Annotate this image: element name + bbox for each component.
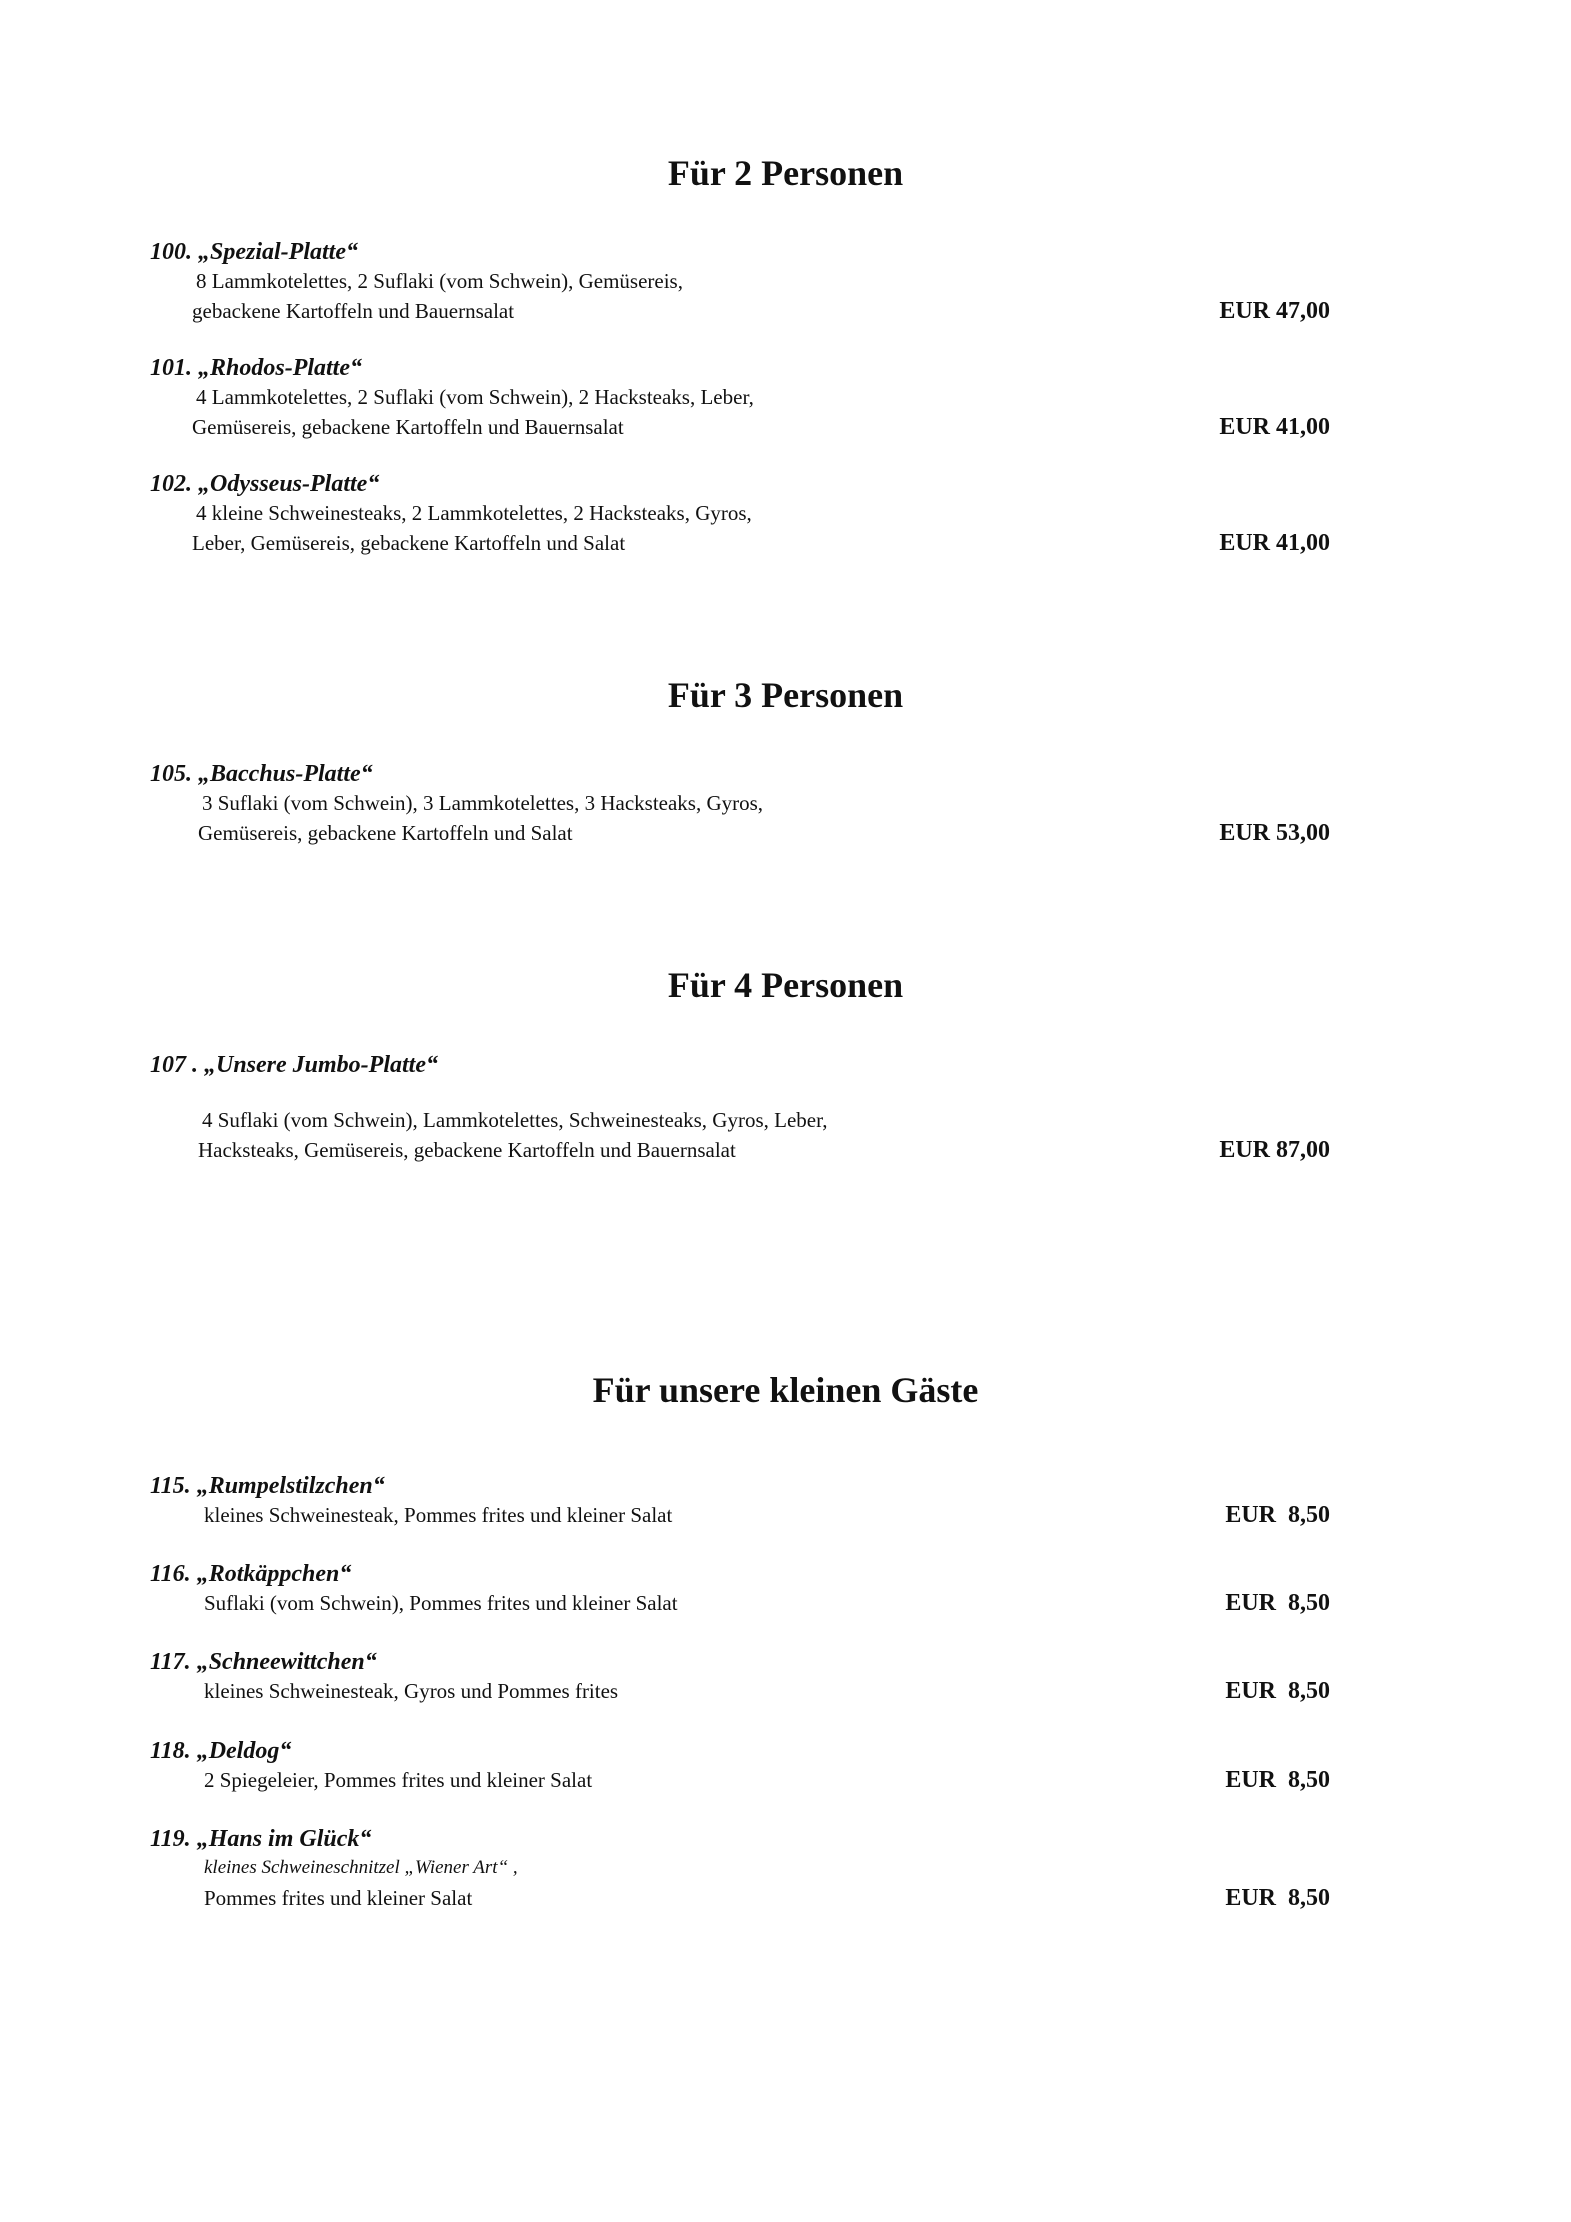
description-line: 3 Suflaki (vom Schwein), 3 Lammkotelettes, 3 Hacksteaks, Gyros, xyxy=(202,791,764,815)
item-price: EUR 41,00 xyxy=(1219,530,1330,556)
item-title xyxy=(150,1560,1320,1588)
menu-item-102 xyxy=(150,470,1330,558)
item-price: EUR 41,00 xyxy=(1219,414,1330,440)
item-number: 116. xyxy=(150,1561,191,1587)
item-number: 107 . xyxy=(150,1052,198,1078)
item-title xyxy=(150,1737,1320,1765)
item-name: „Rumpelstilzchen“ xyxy=(196,1473,385,1499)
item-price: EUR 8,50 xyxy=(1225,1502,1330,1528)
item-description xyxy=(150,266,1330,326)
description-line: Leber, Gemüsereis, gebackene Kartoffeln und Salat xyxy=(192,531,626,555)
item-number: 101. xyxy=(150,355,192,381)
menu-item-105 xyxy=(150,760,1330,848)
description-line: Gemüsereis, gebackene Kartoffeln und Salat xyxy=(198,821,573,845)
description-line: 4 Suflaki (vom Schwein), Lammkotelettes, Schweinesteaks, Gyros, Leber, xyxy=(202,1108,828,1132)
item-description xyxy=(150,1105,1330,1165)
section-title-2-personen: Für 2 Personen xyxy=(667,153,904,193)
item-title xyxy=(150,1648,1320,1676)
section-title-kleine-gaeste: Für unsere kleinen Gäste xyxy=(592,1370,979,1410)
description-line: 4 Lammkotelettes, 2 Suflaki (vom Schwein), 2 Hacksteaks, Leber, xyxy=(196,385,754,409)
item-number: 102. xyxy=(150,471,192,497)
menu-item-100 xyxy=(150,238,1330,326)
item-price: EUR 53,00 xyxy=(1219,820,1330,846)
description-line: Gemüsereis, gebackene Kartoffeln und Bauernsalat xyxy=(192,415,624,439)
item-description xyxy=(150,1588,1330,1618)
item-description xyxy=(150,1853,1330,1913)
menu-item-118 xyxy=(150,1737,1330,1795)
description-line: Suflaki (vom Schwein), Pommes frites und kleiner Salat xyxy=(204,1591,678,1615)
item-description xyxy=(150,788,1330,848)
item-price: EUR 8,50 xyxy=(1225,1678,1330,1704)
item-price: EUR 47,00 xyxy=(1219,298,1330,324)
description-line: kleines Schweinesteak, Gyros und Pommes frites xyxy=(204,1679,619,1703)
menu-item-101 xyxy=(150,354,1330,442)
description-line: gebackene Kartoffeln und Bauernsalat xyxy=(192,299,515,323)
item-number: 115. xyxy=(150,1473,191,1499)
item-number: 118. xyxy=(150,1738,191,1764)
description-line: 2 Spiegeleier, Pommes frites und kleiner Salat xyxy=(204,1768,593,1792)
item-number: 119. xyxy=(150,1826,191,1852)
item-title xyxy=(150,238,1320,266)
item-number: 105. xyxy=(150,761,192,787)
item-name: „Bacchus-Platte“ xyxy=(198,761,373,787)
item-title xyxy=(150,760,1320,788)
item-name: „Rhodos-Platte“ xyxy=(198,355,363,381)
item-title xyxy=(150,1051,1320,1079)
description-line: kleines Schweinesteak, Pommes frites und kleiner Salat xyxy=(204,1503,673,1527)
item-price: EUR 8,50 xyxy=(1225,1885,1330,1911)
item-name: „Schneewittchen“ xyxy=(196,1649,377,1675)
item-price: EUR 87,00 xyxy=(1219,1137,1330,1163)
menu-item-117 xyxy=(150,1648,1330,1706)
item-description xyxy=(150,1676,1330,1706)
item-name: „Rotkäppchen“ xyxy=(196,1561,352,1587)
item-description xyxy=(150,1500,1330,1530)
menu-item-115 xyxy=(150,1472,1330,1530)
item-name: „Deldog“ xyxy=(196,1738,292,1764)
item-description xyxy=(150,1765,1330,1795)
description-line: 4 kleine Schweinesteaks, 2 Lammkotelettes, 2 Hacksteaks, Gyros, xyxy=(196,501,752,525)
description-line: Hacksteaks, Gemüsereis, gebackene Kartoffeln und Bauernsalat xyxy=(198,1138,736,1162)
description-line: Pommes frites und kleiner Salat xyxy=(204,1886,473,1910)
item-number: 100. xyxy=(150,239,192,265)
item-description xyxy=(150,382,1330,442)
item-title xyxy=(150,354,1320,382)
menu-item-119 xyxy=(150,1825,1330,1913)
item-name: „Spezial-Platte“ xyxy=(198,239,358,265)
item-title xyxy=(150,1825,1320,1853)
item-title xyxy=(150,470,1320,498)
description-line: kleines Schweineschnitzel „Wiener Art“ , xyxy=(204,1857,518,1878)
item-description xyxy=(150,498,1330,558)
menu-item-107 xyxy=(150,1051,1330,1165)
item-name: „Unsere Jumbo-Platte“ xyxy=(204,1052,438,1078)
item-number: 117. xyxy=(150,1649,191,1675)
section-title-3-personen: Für 3 Personen xyxy=(667,675,904,715)
item-price: EUR 8,50 xyxy=(1225,1590,1330,1616)
description-line: 8 Lammkotelettes, 2 Suflaki (vom Schwein), Gemüsereis, xyxy=(196,269,683,293)
menu-item-116 xyxy=(150,1560,1330,1618)
item-title xyxy=(150,1472,1320,1500)
item-name: „Odysseus-Platte“ xyxy=(198,471,380,497)
section-title-4-personen: Für 4 Personen xyxy=(667,965,904,1005)
item-name: „Hans im Glück“ xyxy=(196,1826,372,1852)
item-price: EUR 8,50 xyxy=(1225,1767,1330,1793)
